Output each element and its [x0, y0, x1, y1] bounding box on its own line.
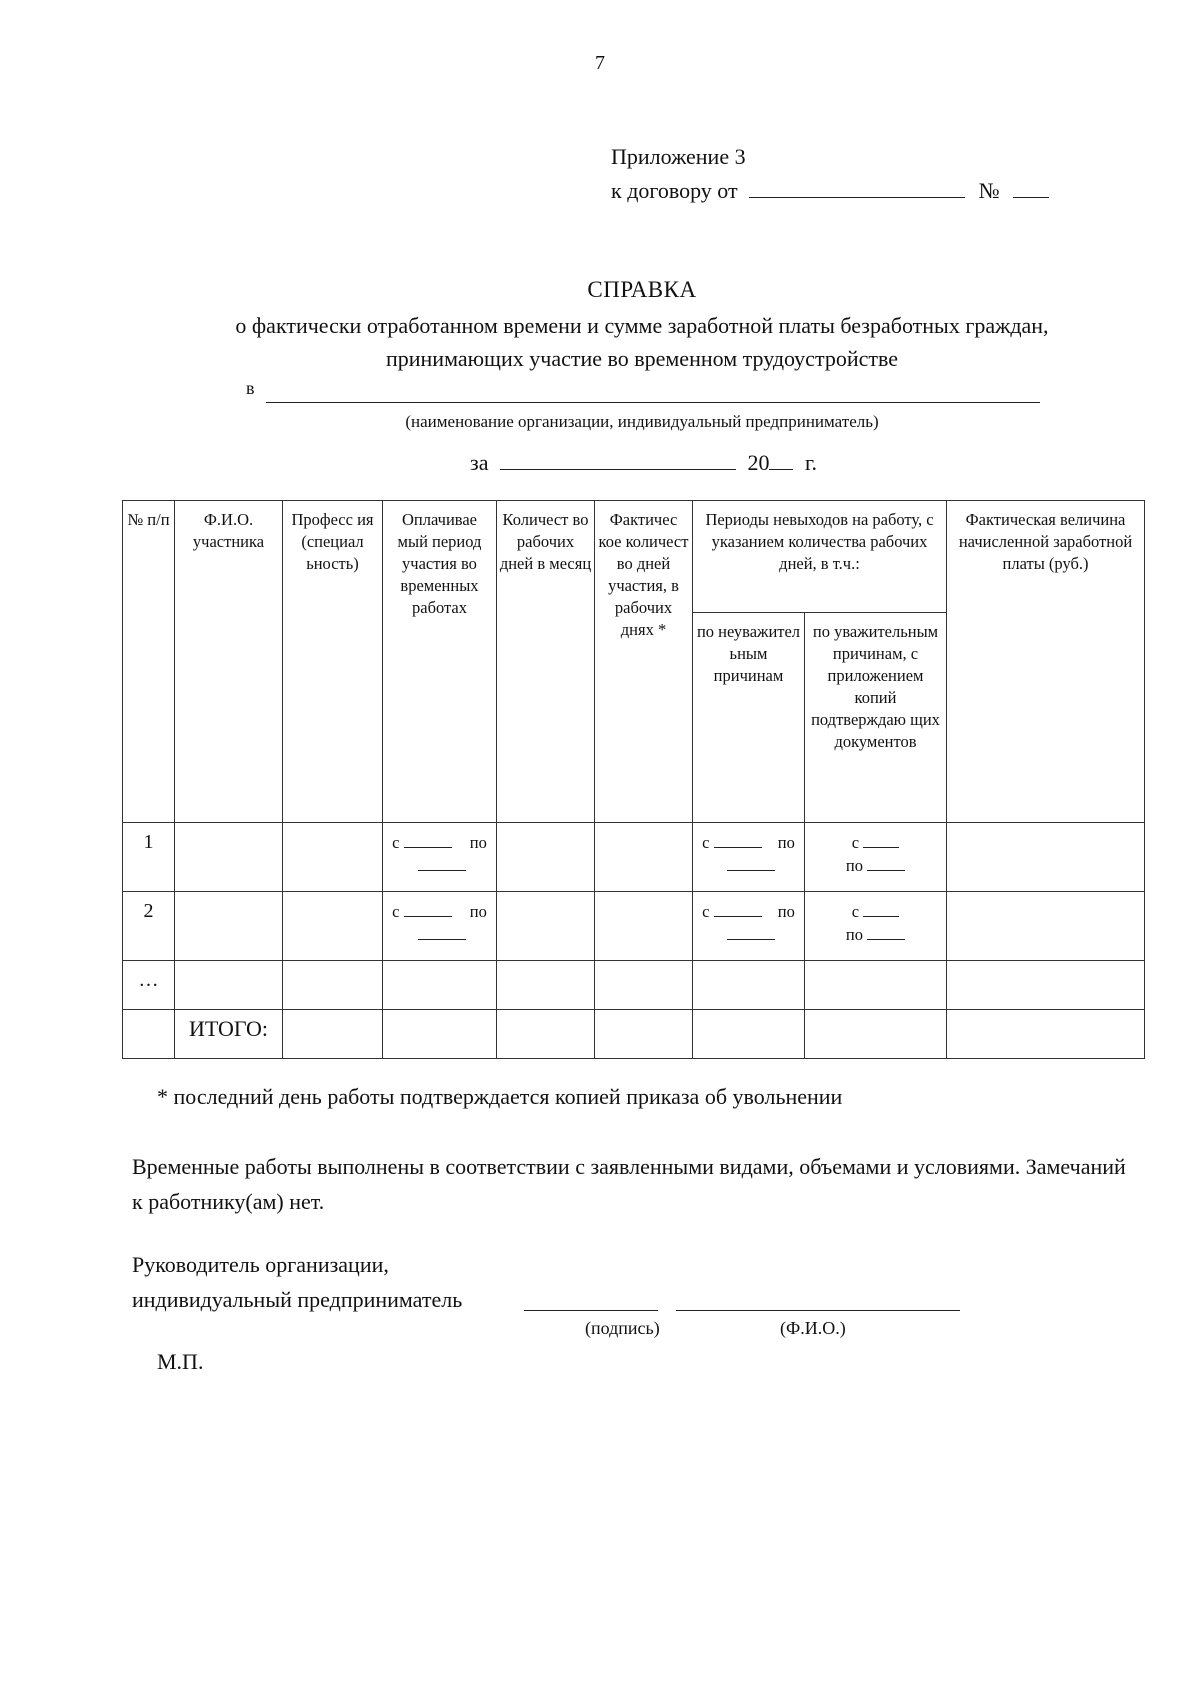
table-row: [123, 823, 1145, 892]
row-paid-period-cell[interactable]: [383, 823, 497, 892]
total-num-cell: [123, 1010, 175, 1059]
total-paid-period-cell[interactable]: [383, 1010, 497, 1059]
to-blank: [867, 923, 905, 940]
row-unexcused-cell[interactable]: [693, 961, 805, 1010]
to-label: по: [845, 925, 863, 944]
footnote: * последний день работы подтверждается копией приказа об увольнении: [157, 1084, 843, 1109]
stamp-place: М.П.: [157, 1349, 204, 1374]
organization-prefix: в: [246, 378, 255, 398]
header-working-days: Количест во рабочих дней в месяц: [497, 501, 595, 823]
row-unexcused-cell[interactable]: [693, 823, 805, 892]
period-line: [470, 447, 817, 476]
to-blank: [418, 854, 466, 871]
row-number: 2: [123, 892, 175, 961]
row-salary-cell[interactable]: [947, 823, 1145, 892]
to-blank: [418, 923, 466, 940]
header-fio: Ф.И.О. участника: [175, 501, 283, 823]
row-profession-cell[interactable]: [283, 961, 383, 1010]
row-salary-cell[interactable]: [947, 892, 1145, 961]
row-ellipsis: …: [123, 961, 175, 1010]
to-label: по: [777, 833, 795, 852]
from-blank: [863, 831, 899, 848]
header-profession: Професс ия (специал ьность): [283, 501, 383, 823]
total-label: ИТОГО:: [175, 1010, 283, 1059]
from-label: с: [392, 902, 400, 921]
from-blank: [404, 831, 452, 848]
row-excused-cell[interactable]: [805, 892, 947, 961]
total-profession-cell[interactable]: [283, 1010, 383, 1059]
table-row: [123, 892, 1145, 961]
to-label: по: [845, 856, 863, 875]
total-working-days-cell[interactable]: [497, 1010, 595, 1059]
period-year-suffix: г.: [804, 450, 818, 475]
total-actual-days-cell[interactable]: [595, 1010, 693, 1059]
header-excused: по уважительным причинам, с приложением копий подтверждаю щих документов: [805, 613, 947, 823]
row-working-days-cell[interactable]: [497, 823, 595, 892]
header-actual-days: Фактичес кое количест во дней участия, в рабочих днях *: [595, 501, 693, 823]
period-prefix: за: [470, 450, 489, 475]
signature-block: [132, 1247, 462, 1317]
period-month-blank: [500, 447, 736, 470]
row-unexcused-cell[interactable]: [693, 892, 805, 961]
fio-hint: (Ф.И.О.): [780, 1318, 846, 1338]
from-label: с: [702, 902, 710, 921]
row-actual-days-cell[interactable]: [595, 961, 693, 1010]
period-year-blank: [769, 447, 793, 470]
row-working-days-cell[interactable]: [497, 892, 595, 961]
row-actual-days-cell[interactable]: [595, 823, 693, 892]
row-paid-period-cell[interactable]: [383, 892, 497, 961]
to-label: по: [469, 902, 487, 921]
header-num: № п/п: [123, 501, 175, 823]
document-title: СПРАВКА: [587, 277, 697, 302]
from-blank: [714, 900, 762, 917]
appendix-header: [611, 140, 1049, 208]
from-label: с: [392, 833, 400, 852]
period-year-prefix: 20: [747, 450, 770, 475]
row-excused-cell[interactable]: [805, 961, 947, 1010]
page-number: 7: [595, 52, 605, 74]
from-label: с: [702, 833, 710, 852]
table-total-row: [123, 1010, 1145, 1059]
row-profession-cell[interactable]: [283, 823, 383, 892]
total-unexcused-cell[interactable]: [693, 1010, 805, 1059]
header-salary: Фактическая величина начисленной заработной платы (руб.): [947, 501, 1145, 823]
signature-role-line2: индивидуальный предприниматель: [132, 1287, 463, 1312]
from-blank: [404, 900, 452, 917]
row-number: 1: [123, 823, 175, 892]
from-blank: [863, 900, 899, 917]
header-paid-period: Оплачивае мый период участия во временных работах: [383, 501, 497, 823]
fio-blank: [676, 1310, 960, 1311]
row-actual-days-cell[interactable]: [595, 892, 693, 961]
contract-date-blank: [749, 175, 965, 198]
row-paid-period-cell[interactable]: [383, 961, 497, 1010]
from-label: с: [851, 902, 860, 921]
header-absence-periods: Периоды невыходов на работу, с указанием количества рабочих дней, в т.ч.:: [693, 501, 947, 613]
document-subtitle: о фактически отработанном времени и сумме заработной платы безработных граждан, принимающих участие во временном трудоустройстве: [235, 313, 1049, 371]
table-header-row: [123, 501, 1145, 613]
organization-hint: (наименование организации, индивидуальный предприниматель): [405, 412, 879, 431]
row-fio-cell[interactable]: [175, 892, 283, 961]
report-table: [122, 500, 1145, 1059]
to-label: по: [469, 833, 487, 852]
appendix-contract-line: [611, 174, 1049, 208]
header-unexcused: по неуважител ьным причинам: [693, 613, 805, 823]
completion-statement: Временные работы выполнены в соответствии с заявленными видами, объемами и условиями. Замечаний к работнику(ам) нет.: [132, 1154, 1126, 1214]
signature-hint: (подпись): [585, 1318, 660, 1338]
row-fio-cell[interactable]: [175, 823, 283, 892]
total-salary-cell[interactable]: [947, 1010, 1145, 1059]
signature-blank: [524, 1310, 658, 1311]
organization-blank: [266, 402, 1040, 403]
row-profession-cell[interactable]: [283, 892, 383, 961]
to-blank: [727, 923, 775, 940]
appendix-title: Приложение 3: [611, 144, 746, 169]
table-row-ellipsis: [123, 961, 1145, 1010]
to-blank: [867, 854, 905, 871]
to-label: по: [777, 902, 795, 921]
row-fio-cell[interactable]: [175, 961, 283, 1010]
row-working-days-cell[interactable]: [497, 961, 595, 1010]
from-blank: [714, 831, 762, 848]
contract-number-blank: [1013, 175, 1049, 198]
signature-role-line1: Руководитель организации,: [132, 1252, 389, 1277]
contract-number-sign: №: [978, 178, 1000, 203]
to-blank: [727, 854, 775, 871]
contract-prefix: к договору от: [611, 178, 738, 203]
row-excused-cell[interactable]: [805, 823, 947, 892]
total-excused-cell[interactable]: [805, 1010, 947, 1059]
from-label: с: [851, 833, 860, 852]
row-salary-cell[interactable]: [947, 961, 1145, 1010]
